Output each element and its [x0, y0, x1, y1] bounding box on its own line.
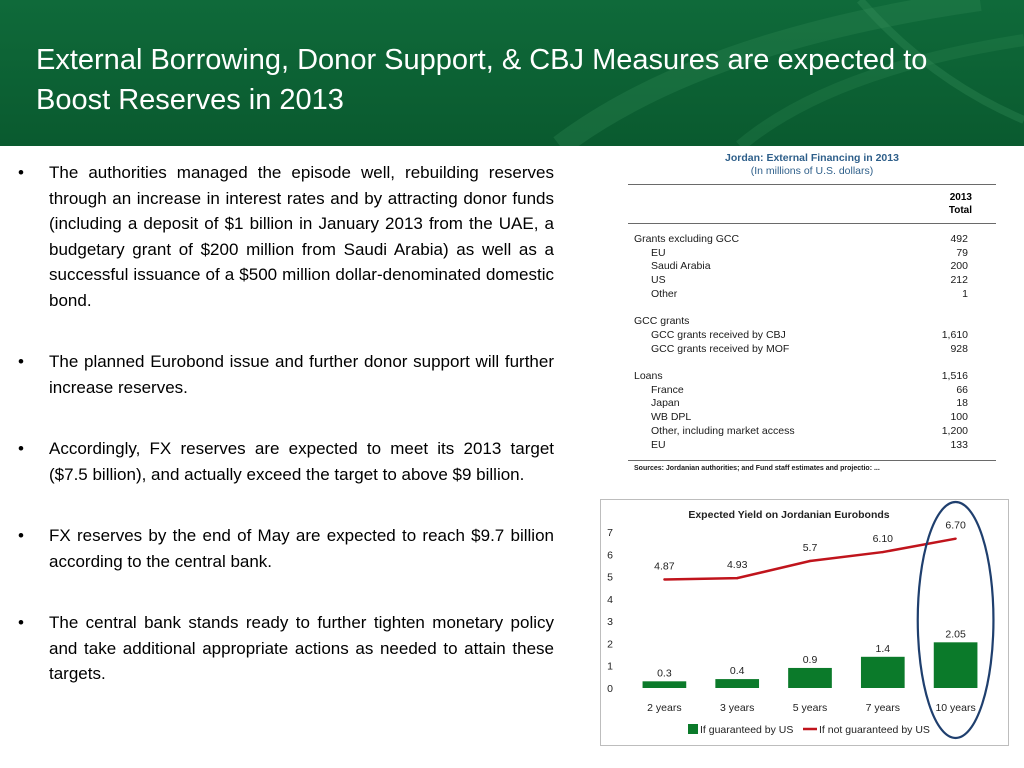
x-tick-label: 3 years [719, 702, 755, 714]
line-data-label: 4.93 [726, 559, 748, 572]
row-label: EU [651, 438, 666, 451]
bar-if-guaranteed [861, 657, 905, 688]
bullet-marker: • [18, 439, 24, 458]
table-row [628, 384, 996, 398]
table-rule [628, 223, 996, 224]
row-label: Grants excluding GCC [634, 233, 740, 245]
y-tick-label: 1 [607, 660, 613, 673]
table-row [628, 288, 996, 302]
row-value: 133 [950, 438, 968, 451]
y-tick-label: 7 [607, 527, 613, 539]
table-row [628, 397, 996, 411]
bullet-item [18, 523, 554, 574]
row-label: GCC grants [634, 315, 690, 328]
line-point [882, 551, 884, 553]
row-label: GCC grants received by MOF [651, 342, 790, 355]
row-label: EU [651, 246, 666, 259]
bar-if-guaranteed [715, 679, 759, 688]
bullet-marker: • [18, 163, 24, 182]
line-point [663, 578, 665, 580]
bar-data-label: 0.3 [657, 667, 672, 680]
row-value: 1,200 [941, 424, 968, 437]
bullet-item [18, 349, 554, 400]
x-tick-label: 7 years [865, 702, 901, 714]
y-tick-label: 0 [607, 683, 613, 695]
chart-canvas [600, 499, 1009, 746]
table-row [628, 233, 996, 247]
row-value: 492 [950, 233, 968, 245]
table-source-note: Sources: Jordanian authorities; and Fund staff estimates and projectio: ... [634, 465, 880, 473]
row-spacer [628, 302, 996, 316]
bullet-text: The planned Eurobond issue and further donor support will further increase reserves. [49, 352, 554, 397]
row-label: Saudi Arabia [651, 260, 711, 273]
table-row [628, 329, 996, 343]
bar-if-guaranteed [643, 681, 687, 688]
table-row [628, 247, 996, 261]
row-value: 1,516 [941, 370, 968, 382]
bullet-marker: • [18, 526, 24, 545]
y-tick-label: 3 [607, 616, 613, 629]
table-row [628, 411, 996, 425]
row-value: 100 [950, 411, 968, 424]
row-value: 928 [950, 342, 968, 355]
row-value: 1,610 [941, 328, 968, 341]
row-value: 79 [956, 246, 968, 259]
x-tick-label: 10 years [935, 702, 976, 714]
slide-title: External Borrowing, Donor Support, & CBJ Measures are expected to Boost Reserves in 2013 [36, 44, 928, 116]
table-row [628, 343, 996, 357]
table-row [628, 260, 996, 274]
y-tick-label: 4 [607, 593, 613, 606]
external-financing-table [628, 152, 996, 473]
line-data-label: 6.10 [872, 533, 894, 546]
row-label: Other [651, 287, 678, 300]
row-label: WB DPL [651, 411, 692, 424]
y-tick-label: 6 [607, 549, 613, 562]
column-header-year: 2013 [949, 192, 972, 203]
table-rule [628, 460, 996, 461]
column-header-total: Total [948, 205, 972, 216]
bullet-list [18, 160, 554, 723]
row-value: 18 [956, 397, 968, 410]
title-bar [0, 0, 1024, 146]
table-rule [628, 184, 996, 185]
bar-data-label: 0.4 [729, 665, 745, 678]
legend-swatch-bar [688, 724, 698, 734]
x-tick-label: 2 years [647, 702, 682, 714]
table-title: Jordan: External Financing in 2013 [725, 152, 899, 164]
row-label: Loans [634, 370, 663, 382]
row-label: GCC grants received by CBJ [651, 328, 786, 341]
table-row [628, 274, 996, 288]
eurobond-yield-chart [600, 499, 1009, 746]
line-point [809, 560, 811, 562]
table-row [628, 315, 996, 329]
line-data-label: 6.70 [945, 519, 966, 532]
y-tick-label: 2 [607, 638, 613, 651]
legend-label: If not guaranteed by US [819, 724, 930, 736]
row-value: 66 [956, 383, 968, 396]
table-row [628, 425, 996, 439]
y-tick-label: 5 [607, 571, 613, 584]
row-spacer [628, 356, 996, 370]
bullet-marker: • [18, 613, 24, 632]
bullet-text: The authorities managed the episode well, rebuilding reserves through an increase in interest rates and by attracting donor funds (including a deposit of $1 billion in January 2013 from the UAE, a budgetary grant of $200 million from Saudi Arabia) as well as a successful issuance of a $500 million dollar-denominated domestic bond. [49, 163, 554, 310]
row-label: Other, including market access [651, 424, 795, 437]
row-label: US [651, 274, 666, 287]
bar-data-label: 2.05 [945, 628, 966, 641]
table-subtitle: (In millions of U.S. dollars) [750, 165, 874, 177]
bullet-item [18, 610, 554, 687]
row-label: Japan [651, 397, 680, 410]
row-value: 1 [962, 287, 968, 300]
bar-data-label: 1.4 [875, 642, 891, 655]
row-value [968, 315, 996, 329]
legend-label: If guaranteed by US [700, 724, 794, 736]
line-data-label: 4.87 [654, 560, 675, 573]
line-point [954, 537, 956, 539]
bar-if-guaranteed [934, 642, 978, 688]
table-row [628, 439, 996, 453]
chart-title: Expected Yield on Jordanian Eurobonds [688, 509, 890, 521]
bullet-text: FX reserves by the end of May are expected to reach $9.7 billion according to the central bank. [49, 526, 554, 571]
row-value: 200 [950, 260, 968, 273]
row-value: 212 [950, 274, 968, 287]
line-data-label: 5.7 [802, 541, 818, 554]
bullet-item [18, 160, 554, 313]
row-label: France [651, 383, 684, 396]
bullet-text: Accordingly, FX reserves are expected to meet its 2013 target ($7.5 billion), and actually exceed the target to above $9 billion. [49, 439, 554, 484]
bullet-text: The central bank stands ready to further tighten monetary policy and take additional appropriate actions as needed to attain these targets. [49, 613, 554, 683]
bullet-marker: • [18, 352, 24, 371]
bar-data-label: 0.9 [802, 653, 818, 666]
bullet-item [18, 436, 554, 487]
bar-if-guaranteed [788, 668, 832, 688]
table-row [628, 370, 996, 384]
line-point [736, 577, 738, 579]
x-tick-label: 5 years [792, 702, 828, 714]
